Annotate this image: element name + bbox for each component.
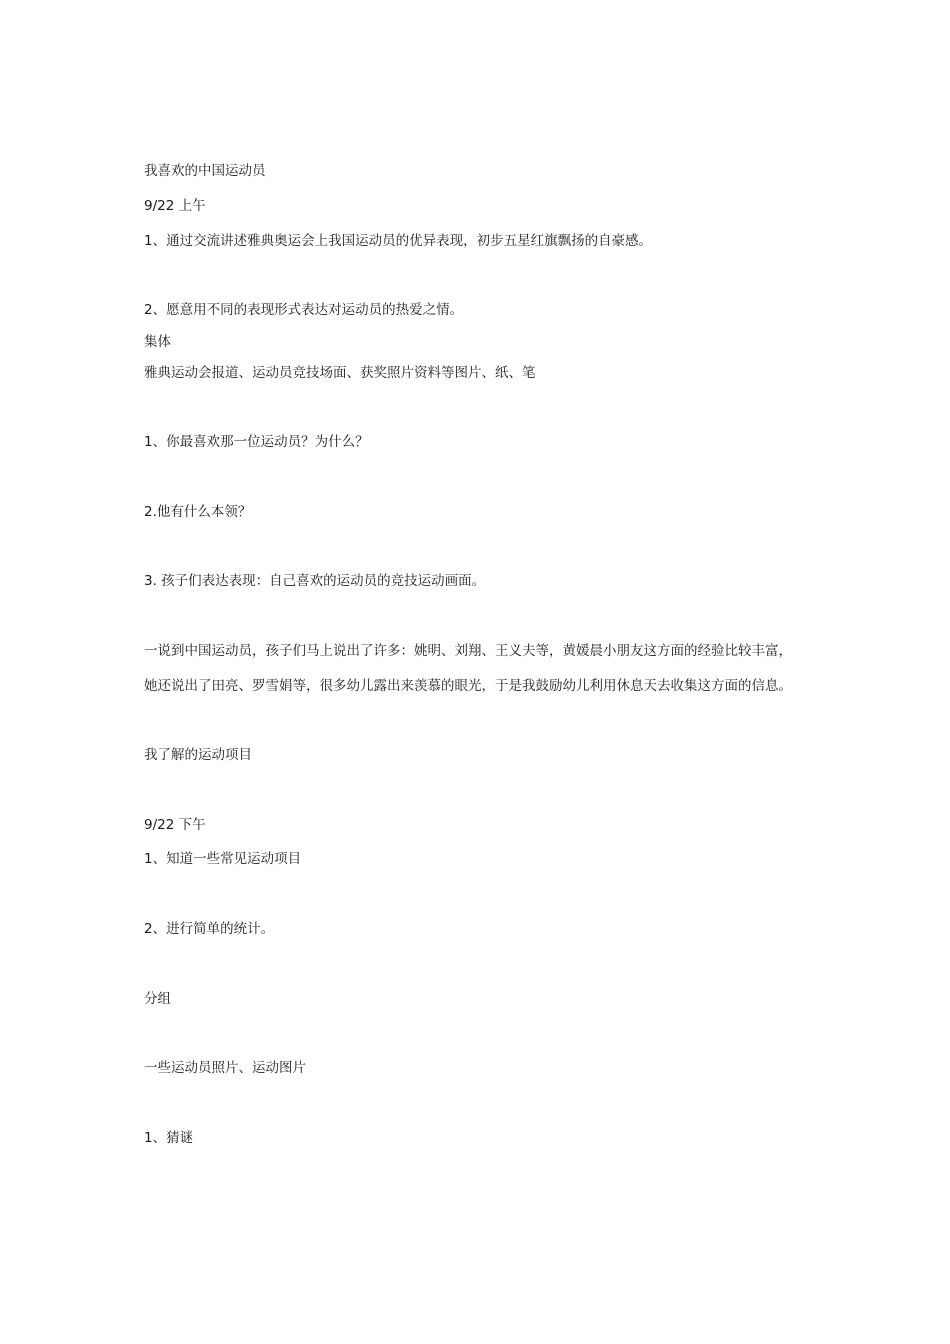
lesson-date-1: 9/22 上午 — [144, 198, 206, 214]
materials-2: 一些运动员照片、运动图片 — [144, 1060, 306, 1076]
process-item-2: 2.他有什么本领？ — [144, 504, 252, 520]
process-item-4: 1、猜谜 — [144, 1130, 194, 1146]
goal-item-2: 2、愿意用不同的表现形式表达对运动员的热爱之情。 — [144, 302, 464, 318]
goal-item-1: 1、通过交流讲述雅典奥运会上我国运动员的优异表现，初步五星红旗飘扬的自豪感。 — [144, 233, 653, 249]
goal-item-4: 2、进行简单的统计。 — [144, 921, 275, 937]
materials-1: 雅典运动会报道、运动员竞技场面、获奖照片资料等图片、纸、笔 — [144, 365, 536, 381]
lesson-title-2: 我了解的运动项目 — [144, 747, 252, 763]
process-item-1: 1、你最喜欢那一位运动员？为什么？ — [144, 434, 369, 450]
reflection-line-2: 她还说出了田亮、罗雪娟等，很多幼儿露出来羡慕的眼光，于是我鼓励幼儿利用休息天去收集这方面的信息。 — [144, 678, 792, 694]
activity-format-1: 集体 — [144, 334, 171, 350]
lesson-title-1: 我喜欢的中国运动员 — [144, 163, 266, 179]
lesson-date-2: 9/22 下午 — [144, 817, 206, 833]
activity-format-2: 分组 — [144, 991, 171, 1007]
goal-item-3: 1、知道一些常见运动项目 — [144, 851, 302, 867]
process-item-3: 3. 孩子们表达表现：自己喜欢的运动员的竞技运动画面。 — [144, 573, 486, 589]
reflection-line-1: 一说到中国运动员，孩子们马上说出了许多：姚明、刘翔、王义夫等，黄媛晨小朋友这方面的经验比较丰富， — [144, 643, 792, 659]
